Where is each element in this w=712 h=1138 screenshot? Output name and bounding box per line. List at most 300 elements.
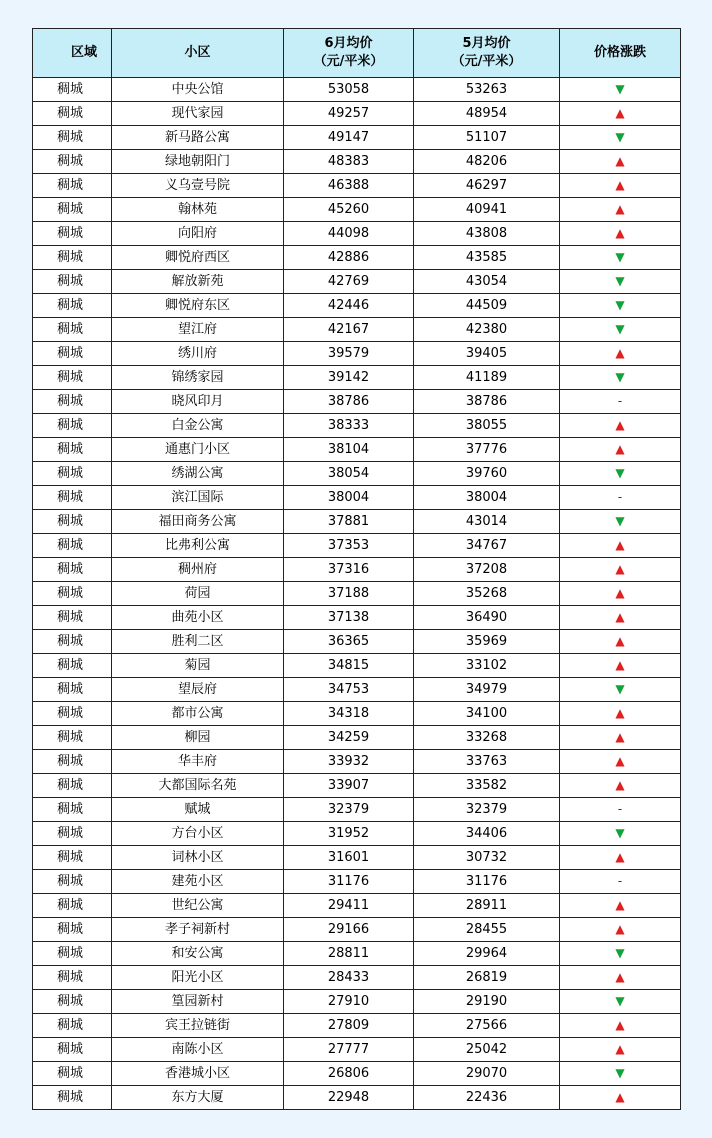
june-price-cell: 42886 [284, 246, 414, 270]
table-row [33, 1086, 681, 1110]
trend-cell [560, 318, 681, 342]
table-row [33, 678, 681, 702]
june-price-cell: 27809 [284, 1014, 414, 1038]
community-name-cell: 锦绣家园 [112, 366, 284, 390]
district-cell: 稠城 [33, 846, 112, 870]
june-price-cell: 36365 [284, 630, 414, 654]
june-price-cell: 31176 [284, 870, 414, 894]
down-triangle-icon: ▼ [615, 274, 625, 288]
trend-cell [560, 1062, 681, 1086]
june-price-cell: 46388 [284, 174, 414, 198]
header-june-price-title: 6月均价 [324, 36, 373, 51]
district-cell: 稠城 [33, 702, 112, 726]
community-name-cell: 篁园新村 [112, 990, 284, 1014]
table-row [33, 606, 681, 630]
trend-cell [560, 750, 681, 774]
table-row [33, 894, 681, 918]
may-price-cell: 41189 [414, 366, 560, 390]
up-triangle-icon: ▲ [615, 346, 625, 360]
trend-cell [560, 438, 681, 462]
june-price-cell: 42446 [284, 294, 414, 318]
june-price-cell: 34753 [284, 678, 414, 702]
june-price-cell: 39579 [284, 342, 414, 366]
up-triangle-icon: ▲ [615, 634, 625, 648]
district-cell: 稠城 [33, 390, 112, 414]
table-row [33, 918, 681, 942]
down-triangle-icon: ▼ [615, 250, 625, 264]
table-row [33, 198, 681, 222]
community-name-cell: 晓风印月 [112, 390, 284, 414]
header-trend: 价格涨跌 [560, 29, 681, 78]
district-cell: 稠城 [33, 462, 112, 486]
district-cell: 稠城 [33, 150, 112, 174]
up-triangle-icon: ▲ [615, 586, 625, 600]
may-price-cell: 38786 [414, 390, 560, 414]
table-row [33, 342, 681, 366]
up-triangle-icon: ▲ [615, 538, 625, 552]
trend-cell [560, 918, 681, 942]
june-price-cell: 38054 [284, 462, 414, 486]
down-triangle-icon: ▼ [615, 1066, 625, 1080]
header-row [33, 29, 681, 78]
june-price-cell: 34815 [284, 654, 414, 678]
district-cell: 稠城 [33, 894, 112, 918]
june-price-cell: 29166 [284, 918, 414, 942]
community-name-cell: 现代家园 [112, 102, 284, 126]
down-triangle-icon: ▼ [615, 826, 625, 840]
down-triangle-icon: ▼ [615, 370, 625, 384]
trend-cell [560, 870, 681, 894]
up-triangle-icon: ▲ [615, 658, 625, 672]
header-may-price-title: 5月均价 [462, 36, 511, 51]
table-row [33, 558, 681, 582]
trend-cell [560, 1038, 681, 1062]
district-cell: 稠城 [33, 822, 112, 846]
may-price-cell: 37776 [414, 438, 560, 462]
trend-cell [560, 78, 681, 102]
table-row [33, 462, 681, 486]
june-price-cell: 32379 [284, 798, 414, 822]
district-cell: 稠城 [33, 486, 112, 510]
table-row [33, 774, 681, 798]
district-cell: 稠城 [33, 966, 112, 990]
june-price-cell: 28433 [284, 966, 414, 990]
community-name-cell: 望辰府 [112, 678, 284, 702]
community-name-cell: 曲苑小区 [112, 606, 284, 630]
dash-icon: - [617, 490, 623, 504]
district-cell: 稠城 [33, 126, 112, 150]
district-cell: 稠城 [33, 102, 112, 126]
may-price-cell: 32379 [414, 798, 560, 822]
may-price-cell: 33582 [414, 774, 560, 798]
may-price-cell: 38055 [414, 414, 560, 438]
community-name-cell: 义乌壹号院 [112, 174, 284, 198]
may-price-cell: 39760 [414, 462, 560, 486]
up-triangle-icon: ▲ [615, 562, 625, 576]
district-cell: 稠城 [33, 414, 112, 438]
table-row [33, 630, 681, 654]
district-cell: 稠城 [33, 342, 112, 366]
district-cell: 稠城 [33, 294, 112, 318]
down-triangle-icon: ▼ [615, 298, 625, 312]
up-triangle-icon: ▲ [615, 610, 625, 624]
trend-cell [560, 774, 681, 798]
district-cell: 稠城 [33, 774, 112, 798]
header-may-price-unit: （元/平米） [451, 54, 522, 69]
table-row [33, 846, 681, 870]
may-price-cell: 31176 [414, 870, 560, 894]
up-triangle-icon: ▲ [615, 202, 625, 216]
up-triangle-icon: ▲ [615, 178, 625, 192]
community-name-cell: 通惠门小区 [112, 438, 284, 462]
community-name-cell: 解放新苑 [112, 270, 284, 294]
june-price-cell: 53058 [284, 78, 414, 102]
trend-cell [560, 174, 681, 198]
may-price-cell: 22436 [414, 1086, 560, 1110]
table-row [33, 1014, 681, 1038]
community-name-cell: 香港城小区 [112, 1062, 284, 1086]
june-price-cell: 37138 [284, 606, 414, 630]
up-triangle-icon: ▲ [615, 778, 625, 792]
community-name-cell: 宾王拉链街 [112, 1014, 284, 1038]
district-cell: 稠城 [33, 726, 112, 750]
may-price-cell: 46297 [414, 174, 560, 198]
june-price-cell: 37881 [284, 510, 414, 534]
may-price-cell: 33268 [414, 726, 560, 750]
community-name-cell: 华丰府 [112, 750, 284, 774]
may-price-cell: 43014 [414, 510, 560, 534]
june-price-cell: 48383 [284, 150, 414, 174]
district-cell: 稠城 [33, 198, 112, 222]
community-name-cell: 稠州府 [112, 558, 284, 582]
table-row [33, 150, 681, 174]
may-price-cell: 37208 [414, 558, 560, 582]
header-district: 区域 [33, 29, 112, 78]
trend-cell [560, 510, 681, 534]
may-price-cell: 29964 [414, 942, 560, 966]
up-triangle-icon: ▲ [615, 1018, 625, 1032]
june-price-cell: 37353 [284, 534, 414, 558]
trend-cell [560, 558, 681, 582]
district-cell: 稠城 [33, 318, 112, 342]
may-price-cell: 25042 [414, 1038, 560, 1062]
may-price-cell: 33763 [414, 750, 560, 774]
dash-icon: - [617, 874, 623, 888]
june-price-cell: 28811 [284, 942, 414, 966]
up-triangle-icon: ▲ [615, 418, 625, 432]
trend-cell [560, 630, 681, 654]
table-row [33, 174, 681, 198]
district-cell: 稠城 [33, 534, 112, 558]
community-name-cell: 孝子祠新村 [112, 918, 284, 942]
trend-cell [560, 966, 681, 990]
up-triangle-icon: ▲ [615, 730, 625, 744]
table-body [33, 78, 681, 1110]
district-cell: 稠城 [33, 270, 112, 294]
table-row [33, 270, 681, 294]
up-triangle-icon: ▲ [615, 922, 625, 936]
down-triangle-icon: ▼ [615, 994, 625, 1008]
may-price-cell: 29070 [414, 1062, 560, 1086]
table-row [33, 582, 681, 606]
district-cell: 稠城 [33, 78, 112, 102]
table-row [33, 1062, 681, 1086]
june-price-cell: 37188 [284, 582, 414, 606]
table-header [33, 29, 681, 78]
table-row [33, 510, 681, 534]
district-cell: 稠城 [33, 582, 112, 606]
community-name-cell: 滨江国际 [112, 486, 284, 510]
june-price-cell: 38333 [284, 414, 414, 438]
may-price-cell: 48954 [414, 102, 560, 126]
table-row [33, 102, 681, 126]
community-name-cell: 南陈小区 [112, 1038, 284, 1062]
june-price-cell: 49147 [284, 126, 414, 150]
may-price-cell: 26819 [414, 966, 560, 990]
june-price-cell: 34259 [284, 726, 414, 750]
may-price-cell: 38004 [414, 486, 560, 510]
trend-cell [560, 654, 681, 678]
table-row [33, 966, 681, 990]
up-triangle-icon: ▲ [615, 898, 625, 912]
down-triangle-icon: ▼ [615, 466, 625, 480]
district-cell: 稠城 [33, 222, 112, 246]
trend-cell [560, 198, 681, 222]
may-price-cell: 42380 [414, 318, 560, 342]
table-row [33, 942, 681, 966]
june-price-cell: 27777 [284, 1038, 414, 1062]
trend-cell [560, 798, 681, 822]
june-price-cell: 49257 [284, 102, 414, 126]
district-cell: 稠城 [33, 870, 112, 894]
table-row [33, 294, 681, 318]
may-price-cell: 34100 [414, 702, 560, 726]
may-price-cell: 35969 [414, 630, 560, 654]
community-name-cell: 绿地朝阳门 [112, 150, 284, 174]
district-cell: 稠城 [33, 630, 112, 654]
june-price-cell: 33932 [284, 750, 414, 774]
header-community: 小区 [112, 29, 284, 78]
price-table [32, 28, 681, 1110]
june-price-cell: 38786 [284, 390, 414, 414]
community-name-cell: 白金公寓 [112, 414, 284, 438]
community-name-cell: 胜利二区 [112, 630, 284, 654]
table-row [33, 798, 681, 822]
table-row [33, 414, 681, 438]
community-name-cell: 向阳府 [112, 222, 284, 246]
trend-cell [560, 486, 681, 510]
trend-cell [560, 294, 681, 318]
june-price-cell: 26806 [284, 1062, 414, 1086]
district-cell: 稠城 [33, 174, 112, 198]
june-price-cell: 39142 [284, 366, 414, 390]
trend-cell [560, 582, 681, 606]
june-price-cell: 33907 [284, 774, 414, 798]
trend-cell [560, 606, 681, 630]
trend-cell [560, 1014, 681, 1038]
community-name-cell: 卿悦府西区 [112, 246, 284, 270]
district-cell: 稠城 [33, 558, 112, 582]
header-june-price [284, 29, 414, 78]
june-price-cell: 27910 [284, 990, 414, 1014]
up-triangle-icon: ▲ [615, 850, 625, 864]
district-cell: 稠城 [33, 990, 112, 1014]
community-name-cell: 福田商务公寓 [112, 510, 284, 534]
table-row [33, 390, 681, 414]
district-cell: 稠城 [33, 246, 112, 270]
may-price-cell: 43808 [414, 222, 560, 246]
may-price-cell: 34767 [414, 534, 560, 558]
may-price-cell: 34406 [414, 822, 560, 846]
trend-cell [560, 678, 681, 702]
june-price-cell: 44098 [284, 222, 414, 246]
may-price-cell: 40941 [414, 198, 560, 222]
up-triangle-icon: ▲ [615, 754, 625, 768]
community-name-cell: 大都国际名苑 [112, 774, 284, 798]
community-name-cell: 荷园 [112, 582, 284, 606]
june-price-cell: 37316 [284, 558, 414, 582]
june-price-cell: 45260 [284, 198, 414, 222]
may-price-cell: 34979 [414, 678, 560, 702]
trend-cell [560, 102, 681, 126]
table-row [33, 318, 681, 342]
trend-cell [560, 270, 681, 294]
district-cell: 稠城 [33, 942, 112, 966]
table-row [33, 870, 681, 894]
may-price-cell: 33102 [414, 654, 560, 678]
community-name-cell: 比弗利公寓 [112, 534, 284, 558]
may-price-cell: 28455 [414, 918, 560, 942]
trend-cell [560, 222, 681, 246]
district-cell: 稠城 [33, 654, 112, 678]
community-name-cell: 词林小区 [112, 846, 284, 870]
up-triangle-icon: ▲ [615, 106, 625, 120]
header-june-price-unit: （元/平米） [313, 54, 384, 69]
down-triangle-icon: ▼ [615, 946, 625, 960]
june-price-cell: 29411 [284, 894, 414, 918]
community-name-cell: 中央公馆 [112, 78, 284, 102]
up-triangle-icon: ▲ [615, 706, 625, 720]
june-price-cell: 22948 [284, 1086, 414, 1110]
district-cell: 稠城 [33, 678, 112, 702]
district-cell: 稠城 [33, 606, 112, 630]
may-price-cell: 53263 [414, 78, 560, 102]
trend-cell [560, 702, 681, 726]
table-row [33, 1038, 681, 1062]
trend-cell [560, 126, 681, 150]
community-name-cell: 翰林苑 [112, 198, 284, 222]
may-price-cell: 27566 [414, 1014, 560, 1038]
district-cell: 稠城 [33, 1086, 112, 1110]
down-triangle-icon: ▼ [615, 514, 625, 528]
trend-cell [560, 990, 681, 1014]
june-price-cell: 38004 [284, 486, 414, 510]
table-row [33, 246, 681, 270]
district-cell: 稠城 [33, 1014, 112, 1038]
may-price-cell: 44509 [414, 294, 560, 318]
table-row [33, 750, 681, 774]
may-price-cell: 29190 [414, 990, 560, 1014]
up-triangle-icon: ▲ [615, 442, 625, 456]
community-name-cell: 和安公寓 [112, 942, 284, 966]
trend-cell [560, 822, 681, 846]
june-price-cell: 34318 [284, 702, 414, 726]
trend-cell [560, 390, 681, 414]
table-row [33, 438, 681, 462]
dash-icon: - [617, 394, 623, 408]
trend-cell [560, 726, 681, 750]
may-price-cell: 39405 [414, 342, 560, 366]
table-row [33, 822, 681, 846]
community-name-cell: 阳光小区 [112, 966, 284, 990]
trend-cell [560, 846, 681, 870]
table-row [33, 486, 681, 510]
trend-cell [560, 150, 681, 174]
trend-cell [560, 894, 681, 918]
community-name-cell: 卿悦府东区 [112, 294, 284, 318]
table-row [33, 654, 681, 678]
community-name-cell: 建苑小区 [112, 870, 284, 894]
community-name-cell: 新马路公寓 [112, 126, 284, 150]
may-price-cell: 43054 [414, 270, 560, 294]
district-cell: 稠城 [33, 366, 112, 390]
june-price-cell: 31952 [284, 822, 414, 846]
community-name-cell: 都市公寓 [112, 702, 284, 726]
may-price-cell: 30732 [414, 846, 560, 870]
table-row [33, 990, 681, 1014]
table-row [33, 222, 681, 246]
community-name-cell: 方台小区 [112, 822, 284, 846]
up-triangle-icon: ▲ [615, 226, 625, 240]
trend-cell [560, 534, 681, 558]
community-name-cell: 绣川府 [112, 342, 284, 366]
table-row [33, 78, 681, 102]
trend-cell [560, 1086, 681, 1110]
down-triangle-icon: ▼ [615, 130, 625, 144]
trend-cell [560, 342, 681, 366]
june-price-cell: 42167 [284, 318, 414, 342]
community-name-cell: 世纪公寓 [112, 894, 284, 918]
may-price-cell: 48206 [414, 150, 560, 174]
up-triangle-icon: ▲ [615, 970, 625, 984]
may-price-cell: 43585 [414, 246, 560, 270]
up-triangle-icon: ▲ [615, 154, 625, 168]
down-triangle-icon: ▼ [615, 682, 625, 696]
table-row [33, 366, 681, 390]
community-name-cell: 东方大厦 [112, 1086, 284, 1110]
community-name-cell: 赋城 [112, 798, 284, 822]
trend-cell [560, 942, 681, 966]
district-cell: 稠城 [33, 1062, 112, 1086]
district-cell: 稠城 [33, 438, 112, 462]
may-price-cell: 51107 [414, 126, 560, 150]
community-name-cell: 望江府 [112, 318, 284, 342]
dash-icon: - [617, 802, 623, 816]
down-triangle-icon: ▼ [615, 82, 625, 96]
community-name-cell: 菊园 [112, 654, 284, 678]
trend-cell [560, 366, 681, 390]
down-triangle-icon: ▼ [615, 322, 625, 336]
community-name-cell: 柳园 [112, 726, 284, 750]
district-cell: 稠城 [33, 1038, 112, 1062]
district-cell: 稠城 [33, 510, 112, 534]
community-name-cell: 绣湖公寓 [112, 462, 284, 486]
june-price-cell: 31601 [284, 846, 414, 870]
may-price-cell: 28911 [414, 894, 560, 918]
district-cell: 稠城 [33, 918, 112, 942]
up-triangle-icon: ▲ [615, 1090, 625, 1104]
trend-cell [560, 246, 681, 270]
